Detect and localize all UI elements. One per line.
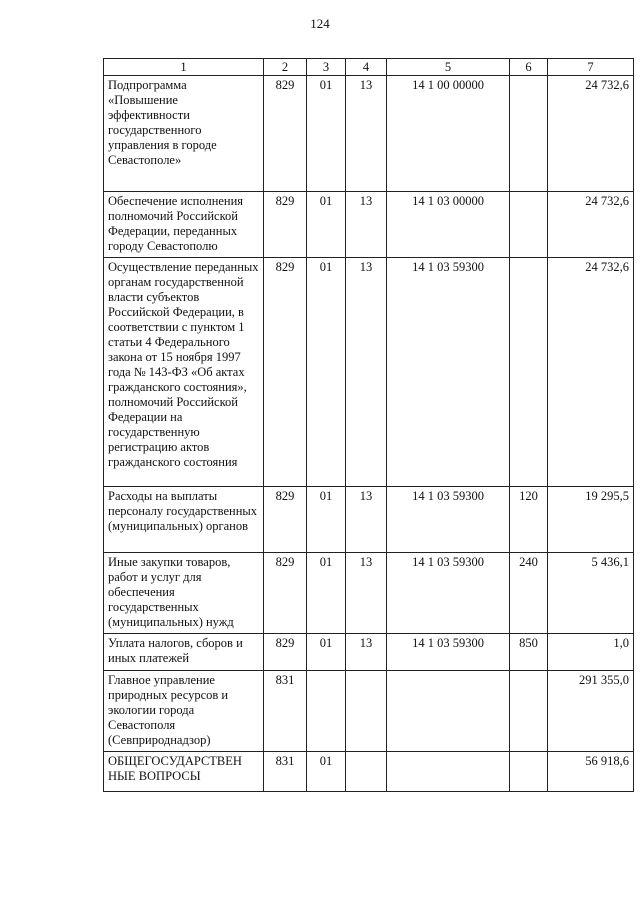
row-name: ОБЩЕГОСУДАРСТВЕН НЫЕ ВОПРОСЫ <box>104 752 264 792</box>
amount: 291 355,0 <box>548 671 634 752</box>
amount: 56 918,6 <box>548 752 634 792</box>
expense-type-code <box>510 258 548 487</box>
expense-type-code: 240 <box>510 553 548 634</box>
ved-code: 829 <box>264 634 307 671</box>
column-header: 2 <box>264 59 307 76</box>
table-row <box>104 553 634 634</box>
column-header: 7 <box>548 59 634 76</box>
expense-type-code: 120 <box>510 487 548 553</box>
table-header-row <box>104 59 634 76</box>
section-code: 01 <box>307 258 346 487</box>
target-article-code: 14 1 03 59300 <box>387 258 510 487</box>
row-name: Подпрограмма «Повышение эффективности государственного управления в городе Севастополе» <box>104 76 264 192</box>
subsection-code: 13 <box>346 258 387 487</box>
ved-code: 829 <box>264 487 307 553</box>
table-row <box>104 76 634 192</box>
column-header: 6 <box>510 59 548 76</box>
table-row <box>104 634 634 671</box>
column-header: 3 <box>307 59 346 76</box>
amount: 19 295,5 <box>548 487 634 553</box>
column-header: 5 <box>387 59 510 76</box>
ved-code: 829 <box>264 553 307 634</box>
ved-code: 829 <box>264 76 307 192</box>
amount: 24 732,6 <box>548 258 634 487</box>
table-row <box>104 671 634 752</box>
budget-table <box>103 58 634 792</box>
expense-type-code <box>510 671 548 752</box>
expense-type-code: 850 <box>510 634 548 671</box>
column-header: 4 <box>346 59 387 76</box>
expense-type-code <box>510 192 548 258</box>
subsection-code: 13 <box>346 553 387 634</box>
row-name: Уплата налогов, сборов и иных платежей <box>104 634 264 671</box>
page-number: 124 <box>310 16 330 31</box>
amount: 5 436,1 <box>548 553 634 634</box>
section-code <box>307 671 346 752</box>
section-code: 01 <box>307 752 346 792</box>
target-article-code: 14 1 03 59300 <box>387 487 510 553</box>
subsection-code: 13 <box>346 487 387 553</box>
target-article-code: 14 1 03 59300 <box>387 553 510 634</box>
row-name: Осуществление переданных органам государственной власти субъектов Российской Федерации, в соответствии с пунктом 1 статьи 4 Федерального закона от 15 ноября 1997 года № 143-ФЗ «Об актах гражданского состояния», полномочий Российской Федерации на государственную регистрацию актов гражданского состояния <box>104 258 264 487</box>
amount: 24 732,6 <box>548 76 634 192</box>
subsection-code: 13 <box>346 76 387 192</box>
target-article-code: 14 1 00 00000 <box>387 76 510 192</box>
target-article-code <box>387 671 510 752</box>
amount: 24 732,6 <box>548 192 634 258</box>
expense-type-code <box>510 752 548 792</box>
ved-code: 831 <box>264 671 307 752</box>
row-name: Иные закупки товаров, работ и услуг для обеспечения государственных (муниципальных) нужд <box>104 553 264 634</box>
target-article-code: 14 1 03 59300 <box>387 634 510 671</box>
section-code: 01 <box>307 192 346 258</box>
ved-code: 829 <box>264 192 307 258</box>
expense-type-code <box>510 76 548 192</box>
row-name: Главное управление природных ресурсов и экологии города Севастополя (Севприроднадзор) <box>104 671 264 752</box>
section-code: 01 <box>307 634 346 671</box>
row-name: Расходы на выплаты персоналу государственных (муниципальных) органов <box>104 487 264 553</box>
column-header: 1 <box>104 59 264 76</box>
table-row <box>104 752 634 792</box>
table-row <box>104 192 634 258</box>
table-row <box>104 258 634 487</box>
amount: 1,0 <box>548 634 634 671</box>
table-row <box>104 487 634 553</box>
subsection-code: 13 <box>346 634 387 671</box>
section-code: 01 <box>307 553 346 634</box>
section-code: 01 <box>307 76 346 192</box>
subsection-code <box>346 752 387 792</box>
target-article-code: 14 1 03 00000 <box>387 192 510 258</box>
section-code: 01 <box>307 487 346 553</box>
row-name: Обеспечение исполнения полномочий Российской Федерации, переданных городу Севастополю <box>104 192 264 258</box>
ved-code: 831 <box>264 752 307 792</box>
ved-code: 829 <box>264 258 307 487</box>
target-article-code <box>387 752 510 792</box>
subsection-code <box>346 671 387 752</box>
subsection-code: 13 <box>346 192 387 258</box>
